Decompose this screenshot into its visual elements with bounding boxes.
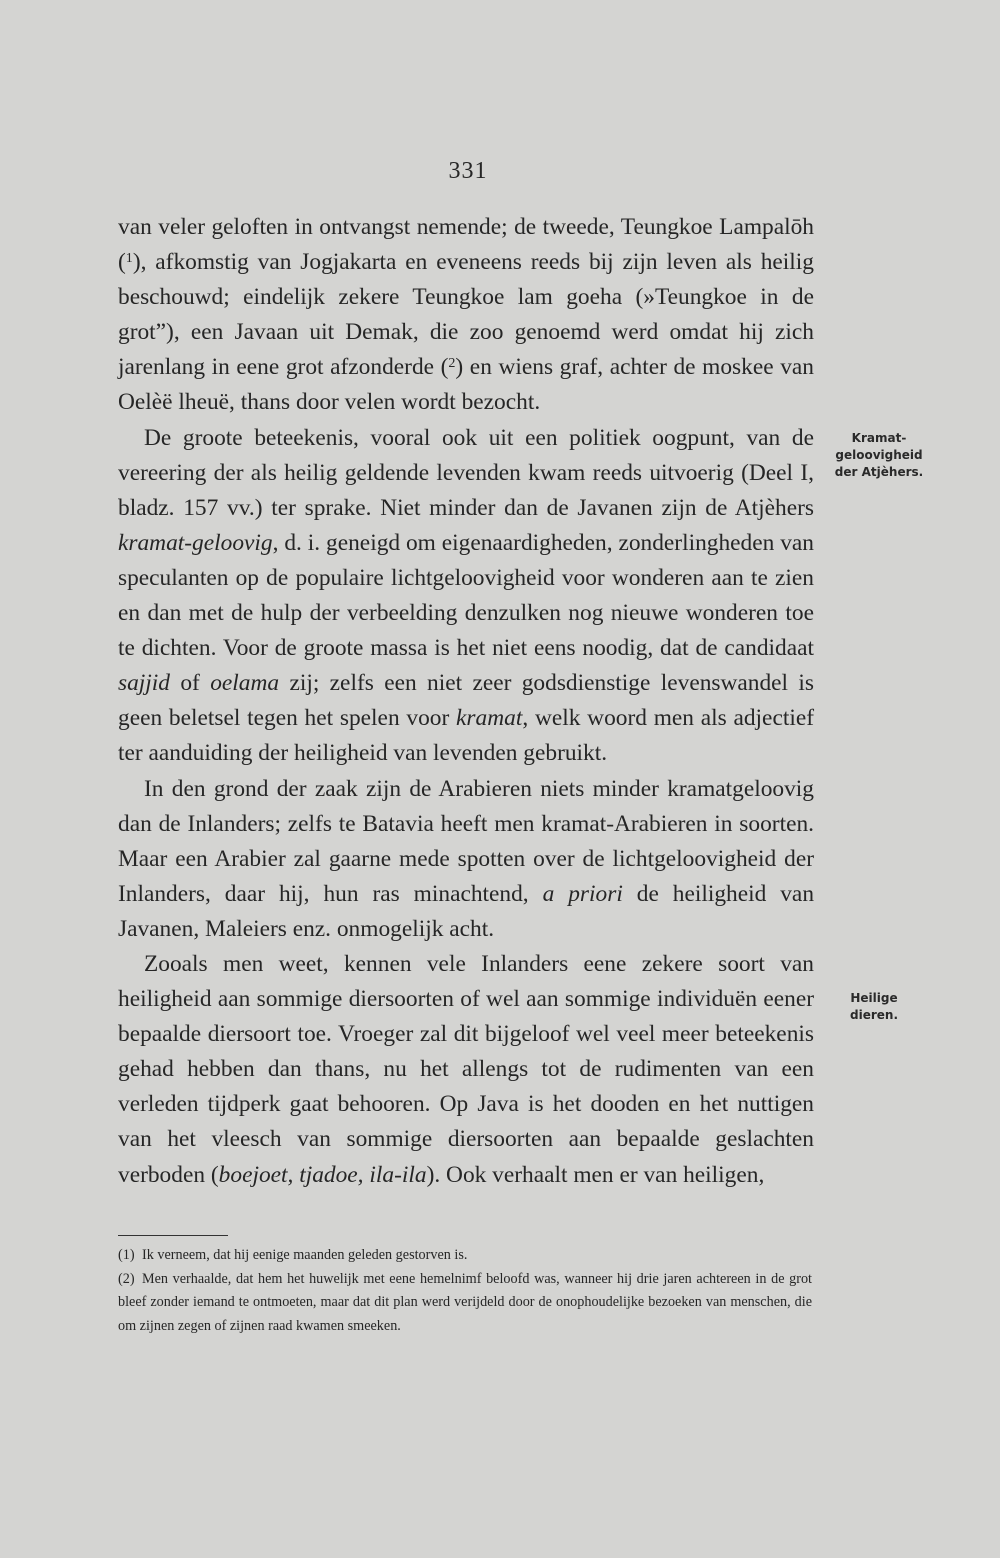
- footnote-ref: 2: [448, 355, 456, 372]
- body-paragraph: [118, 772, 814, 947]
- footnote-text: Men verhaalde, dat hem het huwelijk met eene hemelnimf beloofd was, wanneer hij drie jaren achtereen in de grot bleef zonder iemand te ontmoeten, maar dat dit plan werd verijdeld door de onophoudelijke bezoeken van menschen, die om zijnen zegen of zijnen raad kwamen smeeken.: [118, 1270, 812, 1334]
- footnote: [118, 1268, 812, 1339]
- body-paragraph: [118, 947, 814, 1193]
- footnote-ref: 1: [125, 250, 133, 267]
- footnotes: [118, 1244, 812, 1338]
- footnote-marker: (2): [118, 1270, 135, 1287]
- text-run: ). Ook verhaalt men er van heiligen,: [426, 1161, 765, 1188]
- italic-term: boejoet, tjadoe, ila-ila: [218, 1161, 427, 1188]
- main-text: [118, 210, 814, 1193]
- body-paragraph: [118, 210, 814, 421]
- italic-term: a priori: [542, 880, 623, 907]
- italic-term: kramat-geloovig: [118, 529, 273, 556]
- margin-note-line: der Atjèhers.: [834, 465, 924, 479]
- footnote-separator: [118, 1235, 228, 1236]
- margin-note-kramat: [820, 430, 938, 481]
- margin-note-heilige-dieren: [830, 990, 918, 1024]
- footnote-text: Ik verneem, dat hij eenige maanden geleden gestorven is.: [142, 1247, 468, 1263]
- text-run: De groote beteekenis, vooral ook uit een politiek oogpunt, van de vereering der als heilig geldende levenden kwam reeds uitvoerig (Deel I, bladz. 157 vv.) ter sprake. Niet minder dan de Javanen zijn de Atjèhers: [118, 424, 814, 521]
- text-run: , welk woord men als adjectief ter aanduiding der heiligheid van levenden gebruikt.: [118, 705, 814, 767]
- text-run: zij; zelfs een niet zeer godsdienstige levenswandel is geen beletsel tegen het spelen voor: [118, 670, 814, 732]
- margin-note-line: Kramat-: [851, 431, 907, 445]
- italic-term: oelama: [210, 670, 280, 697]
- page-number: 331: [448, 158, 488, 184]
- text-run: ) en wiens graf, achter de moskee van Oelèë lheuë, thans door velen wordt bezocht.: [118, 354, 814, 416]
- footnote-marker: (1): [118, 1247, 135, 1263]
- text-run: of: [170, 670, 211, 697]
- margin-note-line: dieren.: [850, 1008, 898, 1022]
- footnote: [118, 1244, 812, 1268]
- text-run: ), afkomstig van Jogjakarta en eveneens reeds bij zijn leven als heilig beschouwd; eindelijk zekere Teungkoe lam goeha (»Teungkoe in de grot”), een Javaan uit Demak, die zoo genoemd werd omdat hij zich jarenlang in eene grot afzonderde (: [118, 249, 814, 381]
- italic-term: kramat: [456, 705, 523, 732]
- italic-term: sajjid: [118, 670, 170, 697]
- text-run: van veler geloften in ontvangst nemende; de tweede, Teungkoe Lampalōh (: [118, 214, 814, 276]
- margin-note-line: Heilige: [850, 991, 898, 1005]
- text-run: , d. i. geneigd om eigenaardigheden, zonderlingheden van speculanten op de populaire lichtgeloovigheid voor wonderen aan te zien en dan met de hulp der verbeelding denzulken nog nieuwe wonderen toe te dichten. Voor de groote massa is het niet eens noodig, dat de candidaat: [118, 529, 814, 662]
- body-paragraph: [118, 421, 814, 772]
- text-run: de heiligheid van Javanen, Maleiers enz. onmogelijk acht.: [118, 880, 815, 942]
- text-run: In den grond der zaak zijn de Arabieren niets minder kramatgeloovig dan de Inlanders; zelfs te Batavia heeft men kramat-Arabieren in soorten. Maar een Arabier zal gaarne mede spotten over de lichtgeloovigheid der Inlanders, daar hij, hun ras minachtend,: [118, 775, 814, 907]
- text-run: Zooals men weet, kennen vele Inlanders eene zekere soort van heiligheid aan sommige diersoorten of wel aan sommige individuën eener bepaalde diersoort toe. Vroeger zal dit bijgeloof wel veel meer beteekenis gehad hebben dan thans, nu het allengs tot de rudimenten van een verleden tijdperk gaat behooren. Op Java is het dooden en het nuttigen van het vleesch van sommige diersoorten aan bepaalde geslachten verboden (: [118, 950, 814, 1188]
- margin-note-line: geloovigheid: [835, 448, 923, 462]
